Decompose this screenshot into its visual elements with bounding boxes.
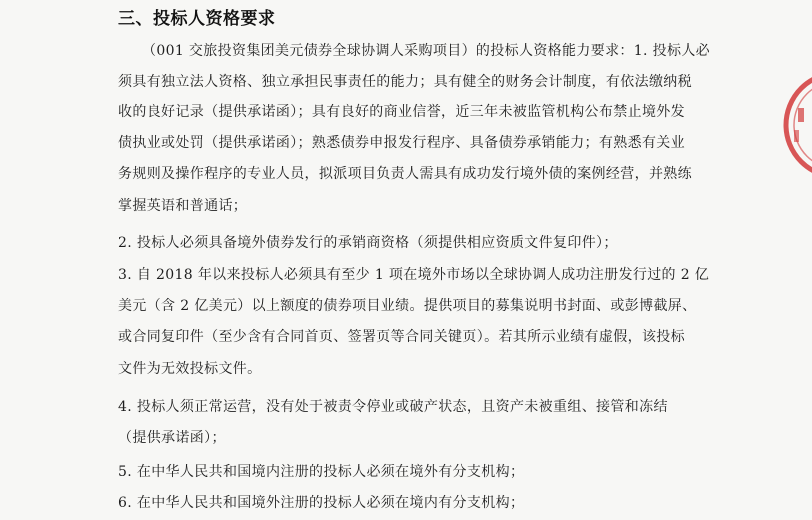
item-3-line-4: 文件为无效投标文件。 [118, 361, 262, 377]
paragraph-1-line-1: （001 交旅投资集团美元债券全球协调人采购项目）的投标人资格能力要求：1. 投标人必 [142, 43, 711, 59]
paragraph-1-line-2: 须具有独立法人资格、独立承担民事责任的能力；具有健全的财务会计制度，有依法缴纳税 [118, 74, 692, 90]
section-heading: 三、投标人资格要求 [118, 9, 276, 29]
item-4-line-2: （提供承诺函）； [118, 430, 226, 446]
item-6-line-1: 6. 在中华人民共和国境外注册的投标人必须在境内有分支机构； [118, 495, 525, 511]
item-3-line-1: 3. 自 2018 年以来投标人必须具有至少 1 项在境外市场以全球协调人成功注册发行过的 2 亿 [118, 267, 710, 283]
red-seal-stamp [780, 60, 812, 190]
paragraph-1-line-5: 务规则及操作程序的专业人员，拟派项目负责人需具有成功发行境外债的案例经营，并熟练 [118, 166, 692, 182]
paragraph-1-line-3: 收的良好记录（提供承诺函）；具有良好的商业信誉，近三年未被监管机构公布禁止境外发 [118, 104, 685, 120]
item-2-line-1: 2. 投标人必须具备境外债券发行的承销商资格（须提供相应资质文件复印件）； [118, 235, 618, 251]
item-3-line-3: 或合同复印件（至少含有合同首页、签署页等合同关键页）。若其所示业绩有虚假，该投标 [118, 329, 685, 345]
item-3-line-2: 美元（含 2 亿美元）以上额度的债券项目业绩。提供项目的募集说明书封面、或彭博截屏、 [118, 298, 697, 314]
item-4-line-1: 4. 投标人须正常运营，没有处于被责令停业或破产状态，且资产未被重组、接管和冻结 [118, 399, 668, 415]
paragraph-1-line-6: 掌握英语和普通话； [118, 198, 248, 214]
paragraph-1-line-4: 债执业或处罚（提供承诺函）；熟悉债券申报发行程序、具备债券承销能力；有熟悉有关业 [118, 135, 685, 151]
item-5-line-1: 5. 在中华人民共和国境内注册的投标人必须在境外有分支机构； [118, 464, 525, 480]
